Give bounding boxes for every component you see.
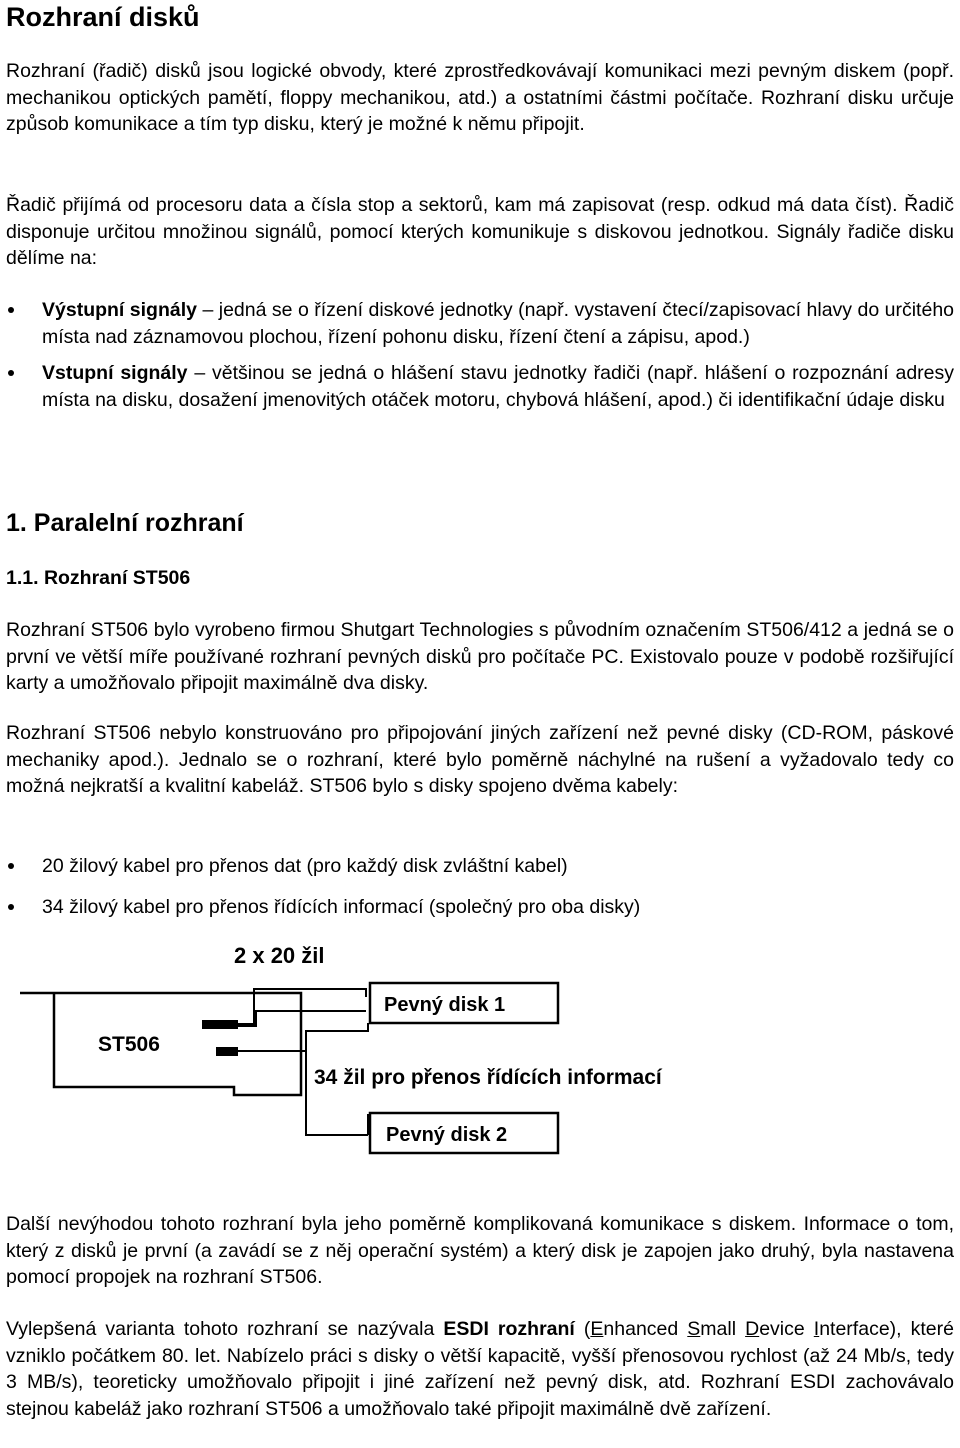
st506-connection-diagram [6,935,954,1180]
card-label: ST506 [98,1033,160,1056]
diagram-mid-label: 34 žil pro přenos řídících informací [314,1066,662,1089]
signal-term: Vstupní signály [42,362,188,384]
intro-paragraph-1: Rozhraní (řadič) disků jsou logické obvody, které zprostředkovávají komunikaci mezi pevným diskem (popř. mechanikou optických pamětí, floppy mechanikou, atd.) a ostatními částmi počítače. Rozhraní disku určuje způsob komunikace a tím typ disku, který je možné k němu připojit. [6,60,954,135]
diagram-top-label: 2 x 20 žil [234,943,325,968]
st506-paragraph-2: Rozhraní ST506 nebylo konstruováno pro připojování jiných zařízení než pevné disky (CD-ROM, páskové mechaniky apod.). Jednalo se o rozhraní, které bylo poměrně náchylné na rušení a vyžadovalo tedy co možná nejkratší a kvalitní kabeláž. ST506 bylo s disky spojeno dvěma kabely: [6,722,954,797]
section-heading-1-1: 1.1. Rozhraní ST506 [6,567,191,589]
page-title: Rozhraní disků [6,2,200,32]
control-cable-branch [306,1023,368,1051]
intro-paragraph-2: Řadič přijímá od procesoru data a čísla stop a sektorů, kam má zapisovat (resp. odkud má data číst). Řadič disponuje určitou množinou signálů, pomocí kterých komunikuje s diskovou jednotkou. Signály řadiče disku dělíme na: [6,194,954,269]
control-cable [238,1051,368,1135]
disk-2-label: Pevný disk 2 [386,1124,508,1146]
connector [202,1020,238,1029]
signal-term: Výstupní signály [42,299,197,321]
connector [216,1047,238,1056]
esdi-paragraph: Vylepšená varianta tohoto rozhraní se nazývala ESDI rozhraní (Enhanced Small Device Interface), které vzniklo počátkem 80. let. Nabízelo práci s disky o větší kapacitě, vyšší přenosovou rychlost (až 24 Mb/s, tedy 3 MB/s), teoreticky umožňovalo připojit i jiné zařízení než pevný disk, atd. Rozhraní ESDI zachovávalo stejnou kabeláž jako rozhraní ST506 a umožňovalo také připojit maximálně dvě zařízení. [6,1318,954,1420]
controller-card [20,993,301,1095]
signal-desc: jedná se o řízení diskové jednotky (např. vystavení čtecí/zapisovací hlavy do určitého místa nad záznamovou plochou, řízení pohonu disku, řízení čtení a zápisu, apod.) [42,299,955,348]
signal-item-input: Vstupní signály – většinou se jedná o hlášení stavu jednotky řadiči (např. hlášení o rozpoznání adresy místa na disku, dosažení jmenovitých otáček motoru, chybová hlášení, apod.) či identifikační údaje disku [6,360,954,413]
esdi-term: ESDI rozhraní [443,1318,575,1340]
cable-item: 34 žilový kabel pro přenos řídících informací (společný pro oba disky) [6,894,954,921]
section-heading-1: 1. Paralelní rozhraní [6,509,244,537]
cable-list [6,853,954,920]
signal-list [6,297,954,413]
disk-1-label: Pevný disk 1 [384,994,506,1016]
cable-item: 20 žilový kabel pro přenos dat (pro každý disk zvláštní kabel) [6,853,954,880]
signal-desc: většinou se jedná o hlášení stavu jednotky řadiči (např. hlášení o rozpoznání adresy místa na disku, dosažení jmenovitých otáček motoru, chybová hlášení, apod.) či identifikační údaje disku [42,362,954,411]
signal-item-output: Výstupní signály – jedná se o řízení diskové jednotky (např. vystavení čtecí/zapisovací hlavy do určitého místa nad záznamovou plochou, řízení pohonu disku, řízení čtení a zápisu, apod.) [6,297,954,350]
after-paragraph-1: Další nevýhodou tohoto rozhraní byla jeho poměrně komplikovaná komunikace s diskem. Informace o tom, který z disků je první (a zavádí se z něj operační systém) a který disk je zapojen jako druhý, byla nastavena pomocí propojek na rozhraní ST506. [6,1213,954,1288]
st506-paragraph-1: Rozhraní ST506 bylo vyrobeno firmou Shutgart Technologies s původním označením ST506/412 a jedná se o první ve větší míře používané rozhraní pevných disků pro počítače PC. Existovalo pouze v podobě rozšiřující karty a umožňovalo připojit maximálně dva disky. [6,619,954,694]
